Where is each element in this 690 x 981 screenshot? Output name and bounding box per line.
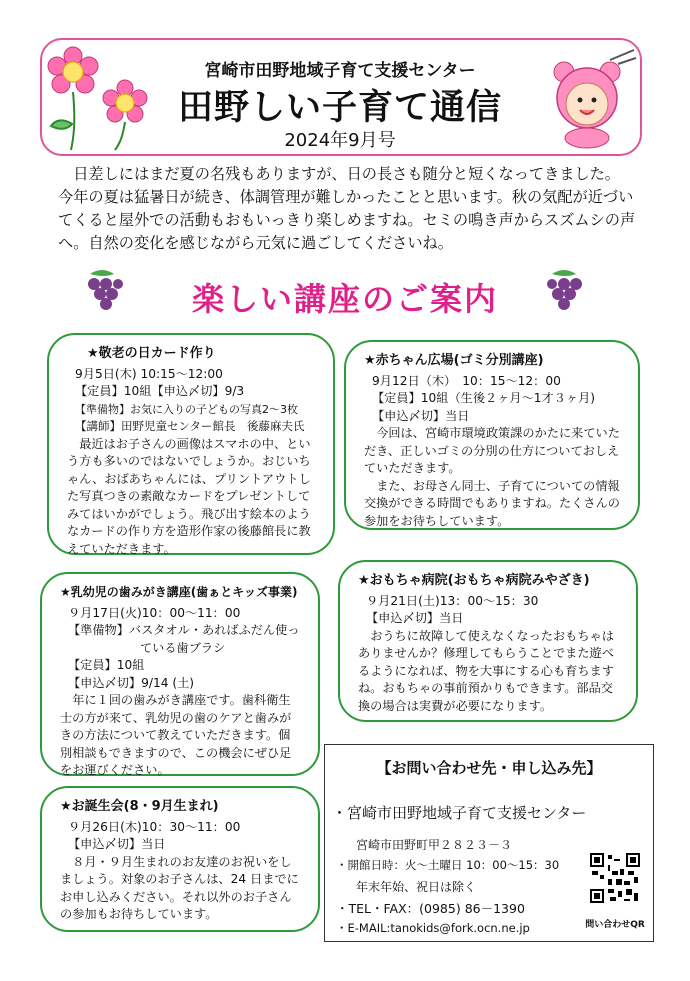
grapes-icon [80, 266, 124, 314]
event-description: 最近はお子さんの画像はスマホの中、という方も多いのではないでしょうか。おじいちゃん、おばあちゃんには、プリントアウトした写真つきの素敵なカードをプレゼントしてみてはいかがでしょう。飛び出す絵本のようなカードの作り方を造形作家の後藤館長に教えていただきます。 [67, 436, 311, 556]
event-deadline: 【申込〆切】当日 [68, 837, 166, 851]
event-capacity: 【定員】10組（生後２ヶ月～1才３ヶ月) [372, 391, 596, 405]
event-bring: 【準備物】お気に入りの子どもの写真2～3枚 [75, 402, 298, 416]
center-name: 宮崎市田野地域子育て支援センター [204, 61, 476, 81]
event-title: ★おもちゃ病院(おもちゃ病院みやざき) [358, 573, 590, 588]
intro-paragraph-1: 日差しにはまだ夏の名残もありますが、日の長さも随分と短くなってきました。 [73, 165, 620, 183]
event-date: 9月12日（木） 10：15～12：00 [372, 373, 561, 388]
event-description: 今回は、宮崎市環境政策課のかたに来ていただき、正しいゴミの分別の仕方についておしえていただきます。 [364, 426, 620, 475]
contact-email[interactable] [336, 920, 530, 936]
event-capacity: 【定員】10組【申込〆切】9/3 [75, 384, 245, 398]
event-title: ★お誕生会(8・9月生まれ) [60, 799, 219, 814]
section-title: 楽しい講座のご案内 [191, 280, 498, 318]
contact-heading: 【お問い合わせ先・申し込み先】 [376, 759, 602, 777]
qr-label: 問い合わせQR [585, 920, 645, 930]
grapes-icon [542, 266, 586, 314]
event-deadline: 【申込〆切】当日 [366, 611, 464, 625]
event-description: 年に１回の歯みがき講座です。歯科衛生士の方が来て、乳幼児の歯のケアと歯みがきの方法について教えていただきます。個別相談もできますので、この機会にぜひ足をお運びください。 [60, 693, 292, 777]
event-title: ★敬老の日カード作り [87, 346, 216, 361]
contact-address: 宮崎市田野町甲２８２３－３ [356, 838, 513, 852]
event-lecturer: 【講師】田野児童センター館長 後藤麻夫氏 [75, 419, 305, 433]
baby-mascot-icon [548, 46, 640, 150]
intro-paragraph-2: 今年の夏は猛暑日が続き、体調管理が難しかったことと思います。秋の気配が近づいてくると屋外での活動もおもいっきり楽しめますね。セミの鳴き声からスズムシの声へ。自然の変化を感じながら元気に過ごしてくださいね。 [58, 188, 636, 252]
event-akachan-card [344, 340, 640, 530]
event-description: おうちに故障して使えなくなったおもちゃはありませんか？修理してもらうことでまた遊べるようになれば、物を大事にする心も育ちますね。おもちゃの事前預かりもできます。部品交換の場合は実費が必要になります。 [358, 628, 614, 713]
event-date: ９月17日(火)10：00～11：00 [68, 605, 241, 620]
event-date: ９月21日(土)13：00～15：30 [366, 593, 539, 608]
intro-text [58, 163, 648, 255]
newsletter-title: 田野しい子育て通信 [177, 88, 502, 128]
event-description: ８月・９月生まれのお友達のお祝いをしましょう。対象のお子さんは、24 日までにお申し込みください。それ以外のお子さんの参加もお待ちしています。 [60, 854, 299, 921]
event-hamigaki-card [40, 572, 320, 776]
event-title: ★乳幼児の歯みがき講座(歯ぁとキッズ事業) [60, 585, 298, 599]
contact-tel: ・TEL・FAX：(0985) 86－1390 [336, 901, 525, 916]
event-date: ９月26日(木)10：30～11：00 [68, 819, 241, 834]
event-title: ★赤ちゃん広場(ゴミ分別講座) [364, 353, 544, 368]
contact-hours: ・開館日時：火～土曜日 10：00～15：30 [336, 858, 560, 872]
event-bring: 【準備物】バスタオル・あればふだん使っ [68, 623, 300, 637]
event-omocha-card [338, 560, 638, 722]
email-link[interactable]: ・E-MAIL:tanokids@fork.ocn.ne.jp [336, 921, 530, 935]
flower-icon [45, 44, 155, 152]
event-birthday-card [40, 786, 320, 932]
event-bring-cont: ている歯ブラシ [140, 640, 226, 655]
event-deadline: 【申込〆切】当日 [372, 408, 470, 423]
event-description-2: また、お母さん同士、子育てについての情報交換ができる時間でもありますね。たくさんの参加をお待ちしています。 [364, 478, 620, 528]
qr-code-icon[interactable] [590, 853, 640, 903]
contact-closed: 年末年始、祝日は除く [356, 880, 477, 894]
contact-org: ・宮崎市田野地域子育て支援センター [332, 804, 587, 822]
event-capacity: 【定員】10組 [68, 658, 145, 672]
event-date: 9月5日(木) 10:15～12:00 [75, 366, 223, 381]
event-keiro-card [47, 333, 335, 555]
issue-date: 2024年9月号 [284, 130, 396, 151]
event-deadline: 【申込〆切】9/14 (土) [68, 675, 195, 690]
